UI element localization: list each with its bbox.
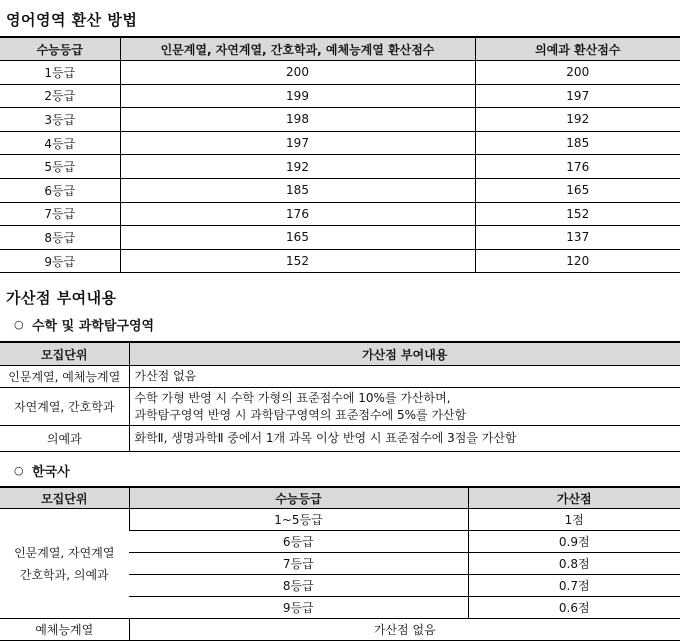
bonus-points-title: 가산점 부여내용 — [6, 287, 117, 308]
column-header-grade: 수능등급 — [0, 37, 120, 61]
table-row — [0, 155, 680, 179]
table-row — [0, 509, 680, 531]
column-header-unit: 모집단위 — [0, 487, 129, 509]
grade-cell: 7등급 — [0, 202, 120, 226]
bonus-content-line: 과학탐구영역 반영 시 과학탐구영역의 표준점수에 5%를 가산함 — [135, 407, 680, 424]
general-score-cell: 199 — [120, 84, 475, 108]
grade-cell: 7등급 — [129, 553, 468, 575]
column-header-bonus-content: 가산점 부여내용 — [129, 342, 680, 366]
general-score-cell: 200 — [120, 61, 475, 85]
table-header-row — [0, 342, 680, 366]
korean-history-subtitle — [14, 461, 70, 480]
medical-score-cell: 137 — [475, 226, 680, 250]
grade-cell: 1~5등급 — [129, 509, 468, 531]
math-science-subtitle-text: 수학 및 과학탐구영역 — [32, 315, 154, 334]
medical-score-cell: 197 — [475, 84, 680, 108]
math-science-bonus-table — [0, 341, 680, 452]
grade-cell: 6등급 — [129, 531, 468, 553]
grade-cell: 8등급 — [129, 575, 468, 597]
korean-history-subtitle-text: 한국사 — [32, 461, 70, 480]
general-score-cell: 197 — [120, 131, 475, 155]
column-header-general-score: 인문계열, 자연계열, 간호학과, 예체능계열 환산점수 — [120, 37, 475, 61]
unit-group-line: 인문계열, 자연계열 — [0, 542, 129, 564]
medical-score-cell: 120 — [475, 249, 680, 273]
table-row — [0, 366, 680, 388]
unit-group-cell — [0, 509, 129, 619]
table-row — [0, 202, 680, 226]
column-header-bonus: 가산점 — [468, 487, 680, 509]
grade-cell: 9등급 — [0, 249, 120, 273]
grade-cell: 3등급 — [0, 108, 120, 132]
bullet-icon: ○ — [14, 318, 32, 331]
grade-cell: 8등급 — [0, 226, 120, 250]
bonus-content-cell: 화학Ⅱ, 생명과학Ⅱ 중에서 1개 과목 이상 반영 시 표준점수에 3점을 가산함 — [129, 426, 680, 452]
general-score-cell: 198 — [120, 108, 475, 132]
medical-score-cell: 165 — [475, 178, 680, 202]
column-header-grade: 수능등급 — [129, 487, 468, 509]
grade-cell: 2등급 — [0, 84, 120, 108]
bonus-cell: 가산점 없음 — [129, 619, 680, 641]
table-row — [0, 178, 680, 202]
english-conversion-table — [0, 36, 680, 273]
grade-cell: 6등급 — [0, 178, 120, 202]
table-row — [0, 426, 680, 452]
bonus-content-cell: 가산점 없음 — [129, 366, 680, 388]
table-row — [0, 61, 680, 85]
bullet-icon: ○ — [14, 464, 32, 477]
unit-cell: 예체능계열 — [0, 619, 129, 641]
table-row — [0, 131, 680, 155]
table-row — [0, 226, 680, 250]
medical-score-cell: 185 — [475, 131, 680, 155]
general-score-cell: 152 — [120, 249, 475, 273]
medical-score-cell: 152 — [475, 202, 680, 226]
bonus-cell: 0.6점 — [468, 597, 680, 619]
table-header-row — [0, 37, 680, 61]
medical-score-cell: 192 — [475, 108, 680, 132]
table-row — [0, 84, 680, 108]
unit-group-line: 간호학과, 의예과 — [0, 564, 129, 586]
math-science-subtitle — [14, 315, 154, 334]
bonus-cell: 0.8점 — [468, 553, 680, 575]
general-score-cell: 165 — [120, 226, 475, 250]
bonus-content-cell — [129, 388, 680, 426]
grade-cell: 4등급 — [0, 131, 120, 155]
unit-cell: 인문계열, 예체능계열 — [0, 366, 129, 388]
column-header-unit: 모집단위 — [0, 342, 129, 366]
general-score-cell: 185 — [120, 178, 475, 202]
bonus-cell: 0.9점 — [468, 531, 680, 553]
korean-history-bonus-table — [0, 486, 680, 641]
table-row — [0, 388, 680, 426]
general-score-cell: 176 — [120, 202, 475, 226]
table-row — [0, 108, 680, 132]
medical-score-cell: 200 — [475, 61, 680, 85]
english-conversion-title: 영어영역 환산 방법 — [6, 9, 137, 30]
column-header-medical-score: 의예과 환산점수 — [475, 37, 680, 61]
bonus-cell: 1점 — [468, 509, 680, 531]
table-header-row — [0, 487, 680, 509]
table-row — [0, 619, 680, 641]
bonus-content-line: 수학 가형 반영 시 수학 가형의 표준점수에 10%를 가산하며, — [135, 390, 680, 407]
unit-cell: 자연계열, 간호학과 — [0, 388, 129, 426]
grade-cell: 5등급 — [0, 155, 120, 179]
general-score-cell: 192 — [120, 155, 475, 179]
unit-cell: 의예과 — [0, 426, 129, 452]
table-row — [0, 249, 680, 273]
medical-score-cell: 176 — [475, 155, 680, 179]
grade-cell: 9등급 — [129, 597, 468, 619]
bonus-cell: 0.7점 — [468, 575, 680, 597]
grade-cell: 1등급 — [0, 61, 120, 85]
